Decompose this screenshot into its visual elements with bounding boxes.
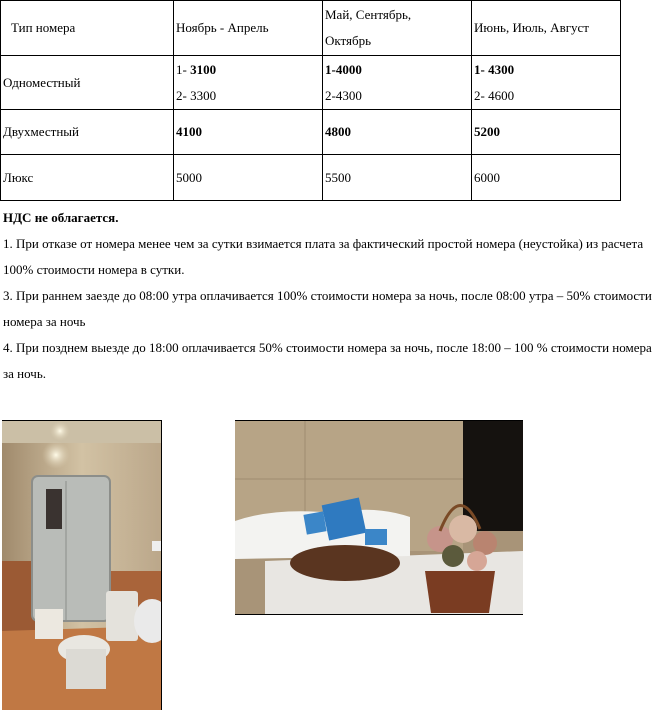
room-type-cell: Двухместный xyxy=(1,110,174,155)
price-cell xyxy=(174,56,323,110)
price-line xyxy=(176,57,320,83)
price-line: 1- 4300 xyxy=(474,61,515,77)
room-type-cell: Одноместный xyxy=(1,56,174,110)
price-value: 3100 xyxy=(190,61,217,77)
header-room-type: Тип номера xyxy=(1,1,174,56)
note-early-checkin: 3. При раннем заезде до 08:00 утра оплачивается 100% стоимости номера за ночь, после 08:00 утра – 50% стоимости номера за ночь xyxy=(3,288,652,329)
price-cell: 4800 xyxy=(323,110,472,155)
table-header-row xyxy=(1,1,621,56)
table-row xyxy=(1,155,621,201)
towels-photo xyxy=(235,420,523,615)
header-jun-jul-aug: Июнь, Июль, Август xyxy=(472,1,621,56)
header-may-sep-oct-line1: Май, Сентябрь, xyxy=(325,7,412,22)
towels-image xyxy=(235,421,523,614)
bathroom-image xyxy=(2,421,161,710)
price-cell: 6000 xyxy=(472,155,621,201)
price-cell xyxy=(323,56,472,110)
vat-note: НДС не облагается. xyxy=(3,210,119,225)
note-late-checkout: 4. При позднем выезде до 18:00 оплачивается 50% стоимости номера за ночь, после 18:00 – 100 % стоимости номера за ночь. xyxy=(3,340,652,381)
price-cell: 5000 xyxy=(174,155,323,201)
note-cancellation: 1. При отказе от номера менее чем за сутки взимается плата за фактический простой номера (неустойка) из расчета 100% стоимости номера в сутки. xyxy=(3,236,644,277)
price-cell: 5500 xyxy=(323,155,472,201)
price-line: 2-4300 xyxy=(325,87,362,103)
table-row xyxy=(1,110,621,155)
header-may-sep-oct-line2: Октябрь xyxy=(325,33,372,48)
price-cell: 5200 xyxy=(472,110,621,155)
price-line: 1-4000 xyxy=(325,61,362,77)
rates-table xyxy=(0,0,621,201)
policy-notes xyxy=(3,205,655,387)
price-prefix: 1- xyxy=(176,61,191,77)
room-type-cell: Люкс xyxy=(1,155,174,201)
header-may-sep-oct xyxy=(323,1,472,56)
price-cell xyxy=(472,56,621,110)
table-row xyxy=(1,56,621,110)
bathroom-photo xyxy=(2,420,162,710)
price-line: 2- 3300 xyxy=(176,87,217,103)
price-cell: 4100 xyxy=(174,110,323,155)
header-nov-apr: Ноябрь - Апрель xyxy=(174,1,323,56)
price-line: 2- 4600 xyxy=(474,87,515,103)
